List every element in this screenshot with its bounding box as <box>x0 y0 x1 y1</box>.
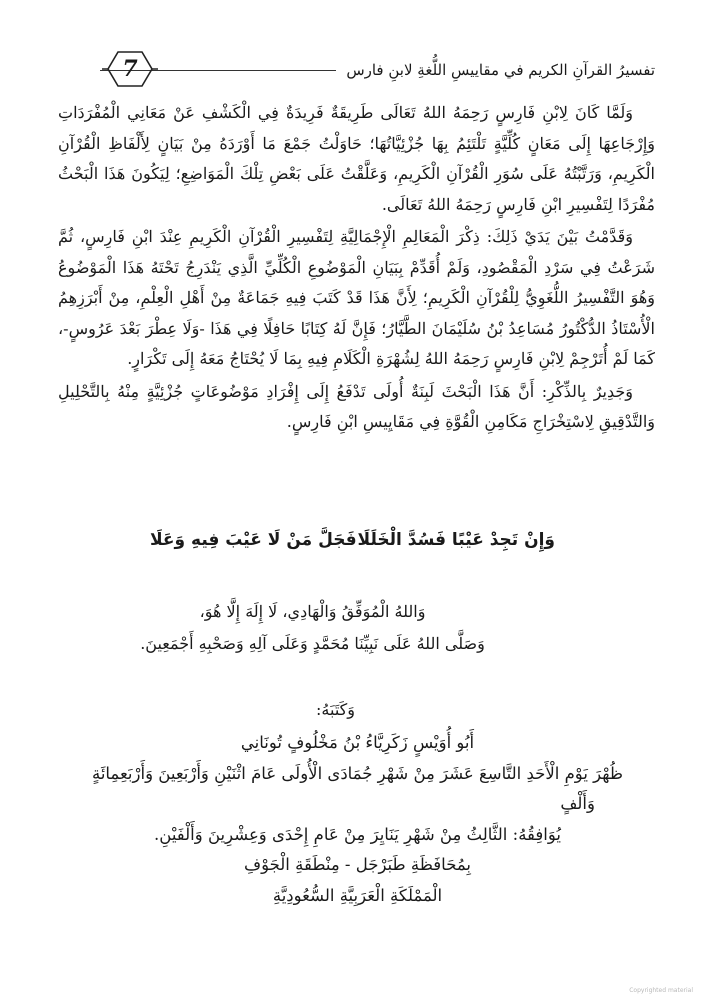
closing-prayer <box>0 596 705 660</box>
paragraph: وَقَدَّمْتُ بَيْنَ يَدَيْ ذَلِكَ: ذِكْرَ الْمَعَالِمِ الْإِجْمَالِيَّةِ لِتَفْسِيرِ الْقُرْآنِ الْكَرِيمِ عِنْدَ ابْنِ فَارِسٍ، ثُمَّ شَرَعْتُ فِي سَرْدِ الْمَقْصُودِ، وَلَمْ أُقَدِّمْ بِبَيَانِ الْمَوْضُوعِ الْكُلِّيِّ الَّذِي يَنْدَرِجُ تَحْتَهُ هَذَا الْمَوْضُوعُ وَهُوَ التَّفْسِيرُ اللُّغَوِيُّ لِلْقُرْآنِ الْكَرِيمِ؛ لِأَنَّ هَذَا قَدْ كَتَبَ فِيهِ جَمَاعَةٌ مِنْ أَهْلِ الْعِلْمِ، مِنْ أَبْرَزِهِمُ الْأُسْتَاذُ الدُّكْتُورُ مُسَاعِدُ بْنُ سُلَيْمَانَ الطَّيَّارُ؛ فَإِنَّ لَهُ كِتَابًا حَافِلًا فِي هَذَا -وَلَا عِطْرَ بَعْدَ عَرُوسٍ-، كَمَا لَمْ أُتَرْجِمْ لِابْنِ فَارِسٍ رَحِمَهُ اللهُ لِشُهْرَةِ الْكَلَامِ فِيهِ بِمَا لَا يُحْتَاجُ مَعَهُ إِلَى تَكْرَارٍ. <box>58 227 656 368</box>
signature-block <box>60 728 655 911</box>
paragraph: وَلَمَّا كَانَ لِابْنِ فَارِسٍ رَحِمَهُ اللهُ تَعَالَى طَرِيقَةٌ فَرِيدَةٌ فِي الْكَشْفِ عَنْ مَعَانِي الْمُفْرَدَاتِ وَإِرْجَاعِهَا إِلَى مَعَانٍ كُلِّيَّةٍ تَلْتَئِمُ بِهَا جُزْئِيَّاتُهَا؛ حَاوَلْتُ جَمْعَ مَا أَوْرَدَهُ مِنْ بَيَانٍ لِأَلْفَاظِ الْقُرْآنِ الْكَرِيمِ، وَرَتَّبْتُهُ عَلَى سُوَرِ الْقُرْآنِ الْكَرِيمِ، وَعَلَّقْتُ عَلَى بَعْضِ تِلْكَ الْمَوَاضِعِ؛ لِيَكُونَ هَذَا الْبَحْثُ مُفْرَدًا لِتَفْسِيرِ ابْنِ فَارِسٍ رَحِمَهُ اللهُ تَعَالَى. <box>58 103 655 214</box>
header-title: تفسيرُ القرآنِ الكريم في مقاييسِ اللُّغةِ لابنِ فارس <box>346 61 655 79</box>
poem-hemistich-second: فَجَلَّ مَنْ لَا عَيْبَ فِيهِ وَعَلَا <box>150 530 357 550</box>
country-line: الْمَمْلَكَةِ الْعَرَبِيَّةِ السُّعُودِيَّةِ <box>272 885 443 905</box>
hijri-date: ظُهْرَ يَوْمِ الْأَحَدِ التَّاسِعَ عَشَرَ مِنْ شَهْرِ جُمَادَى الْأُولَى عَامَ اثْنَيْنِ وَأَرْبَعِينَ وَأَرْبَعِمِائَةٍ <box>91 763 624 783</box>
gregorian-date: يُوَافِقُهُ: الثَّالِثُ مِنْ شَهْرِ يَنَايِرَ مِنْ عَامِ إِحْدَى وَعِشْرِينَ وَأَلْفَيْنِ. <box>154 824 561 844</box>
signature-label: وَكَتَبَهُ: <box>316 700 355 719</box>
watermark: Copyrighted material <box>629 987 693 994</box>
poem-hemistich-first: وَإِنْ تَجِدْ عَيْبًا فَسُدَّ الْخَلَلَا <box>357 530 555 550</box>
poem-verse <box>150 530 555 550</box>
paragraph: وَجَدِيرٌ بِالذِّكْرِ: أَنَّ هَذَا الْبَحْثَ لَبِنَةٌ أُولَى تَدْفَعُ إِلَى إِفْرَادِ مَوْضُوعَاتٍ جُزْئِيَّةٍ مِنْهُ بِالتَّحْلِيلِ وَالتَّدْقِيقِ لِاسْتِخْرَاجِ مَكَامِنِ الْقُوَّةِ فِي مَقَايِيسِ ابْنِ فَارِسٍ. <box>58 381 655 431</box>
hijri-date-tail: وَأَلْفٍ <box>560 794 595 813</box>
closing-line: وَصَلَّى اللهُ عَلَى نَبِيِّنَا مُحَمَّدٍ وَعَلَى آلِهِ وَصَحْبِهِ أَجْمَعِينَ. <box>140 634 485 653</box>
running-header <box>92 48 655 92</box>
main-text <box>58 98 655 438</box>
page-number-badge <box>98 46 162 92</box>
page-number: 7 <box>122 56 138 82</box>
closing-line: وَاللهُ الْمُوَفِّقُ وَالْهَادِي، لَا إِلَهَ إِلَّا هُوَ، <box>199 602 426 621</box>
author-name: أَبُو أُوَيْسٍ زَكَرِيَّاءُ بْنُ مَخْلُوفٍ تُونَانِي <box>240 733 475 752</box>
place-line: بِمُحَافَظَةِ طَبَرْجَل - مِنْطَقَةِ الْجَوْفِ <box>244 855 471 874</box>
